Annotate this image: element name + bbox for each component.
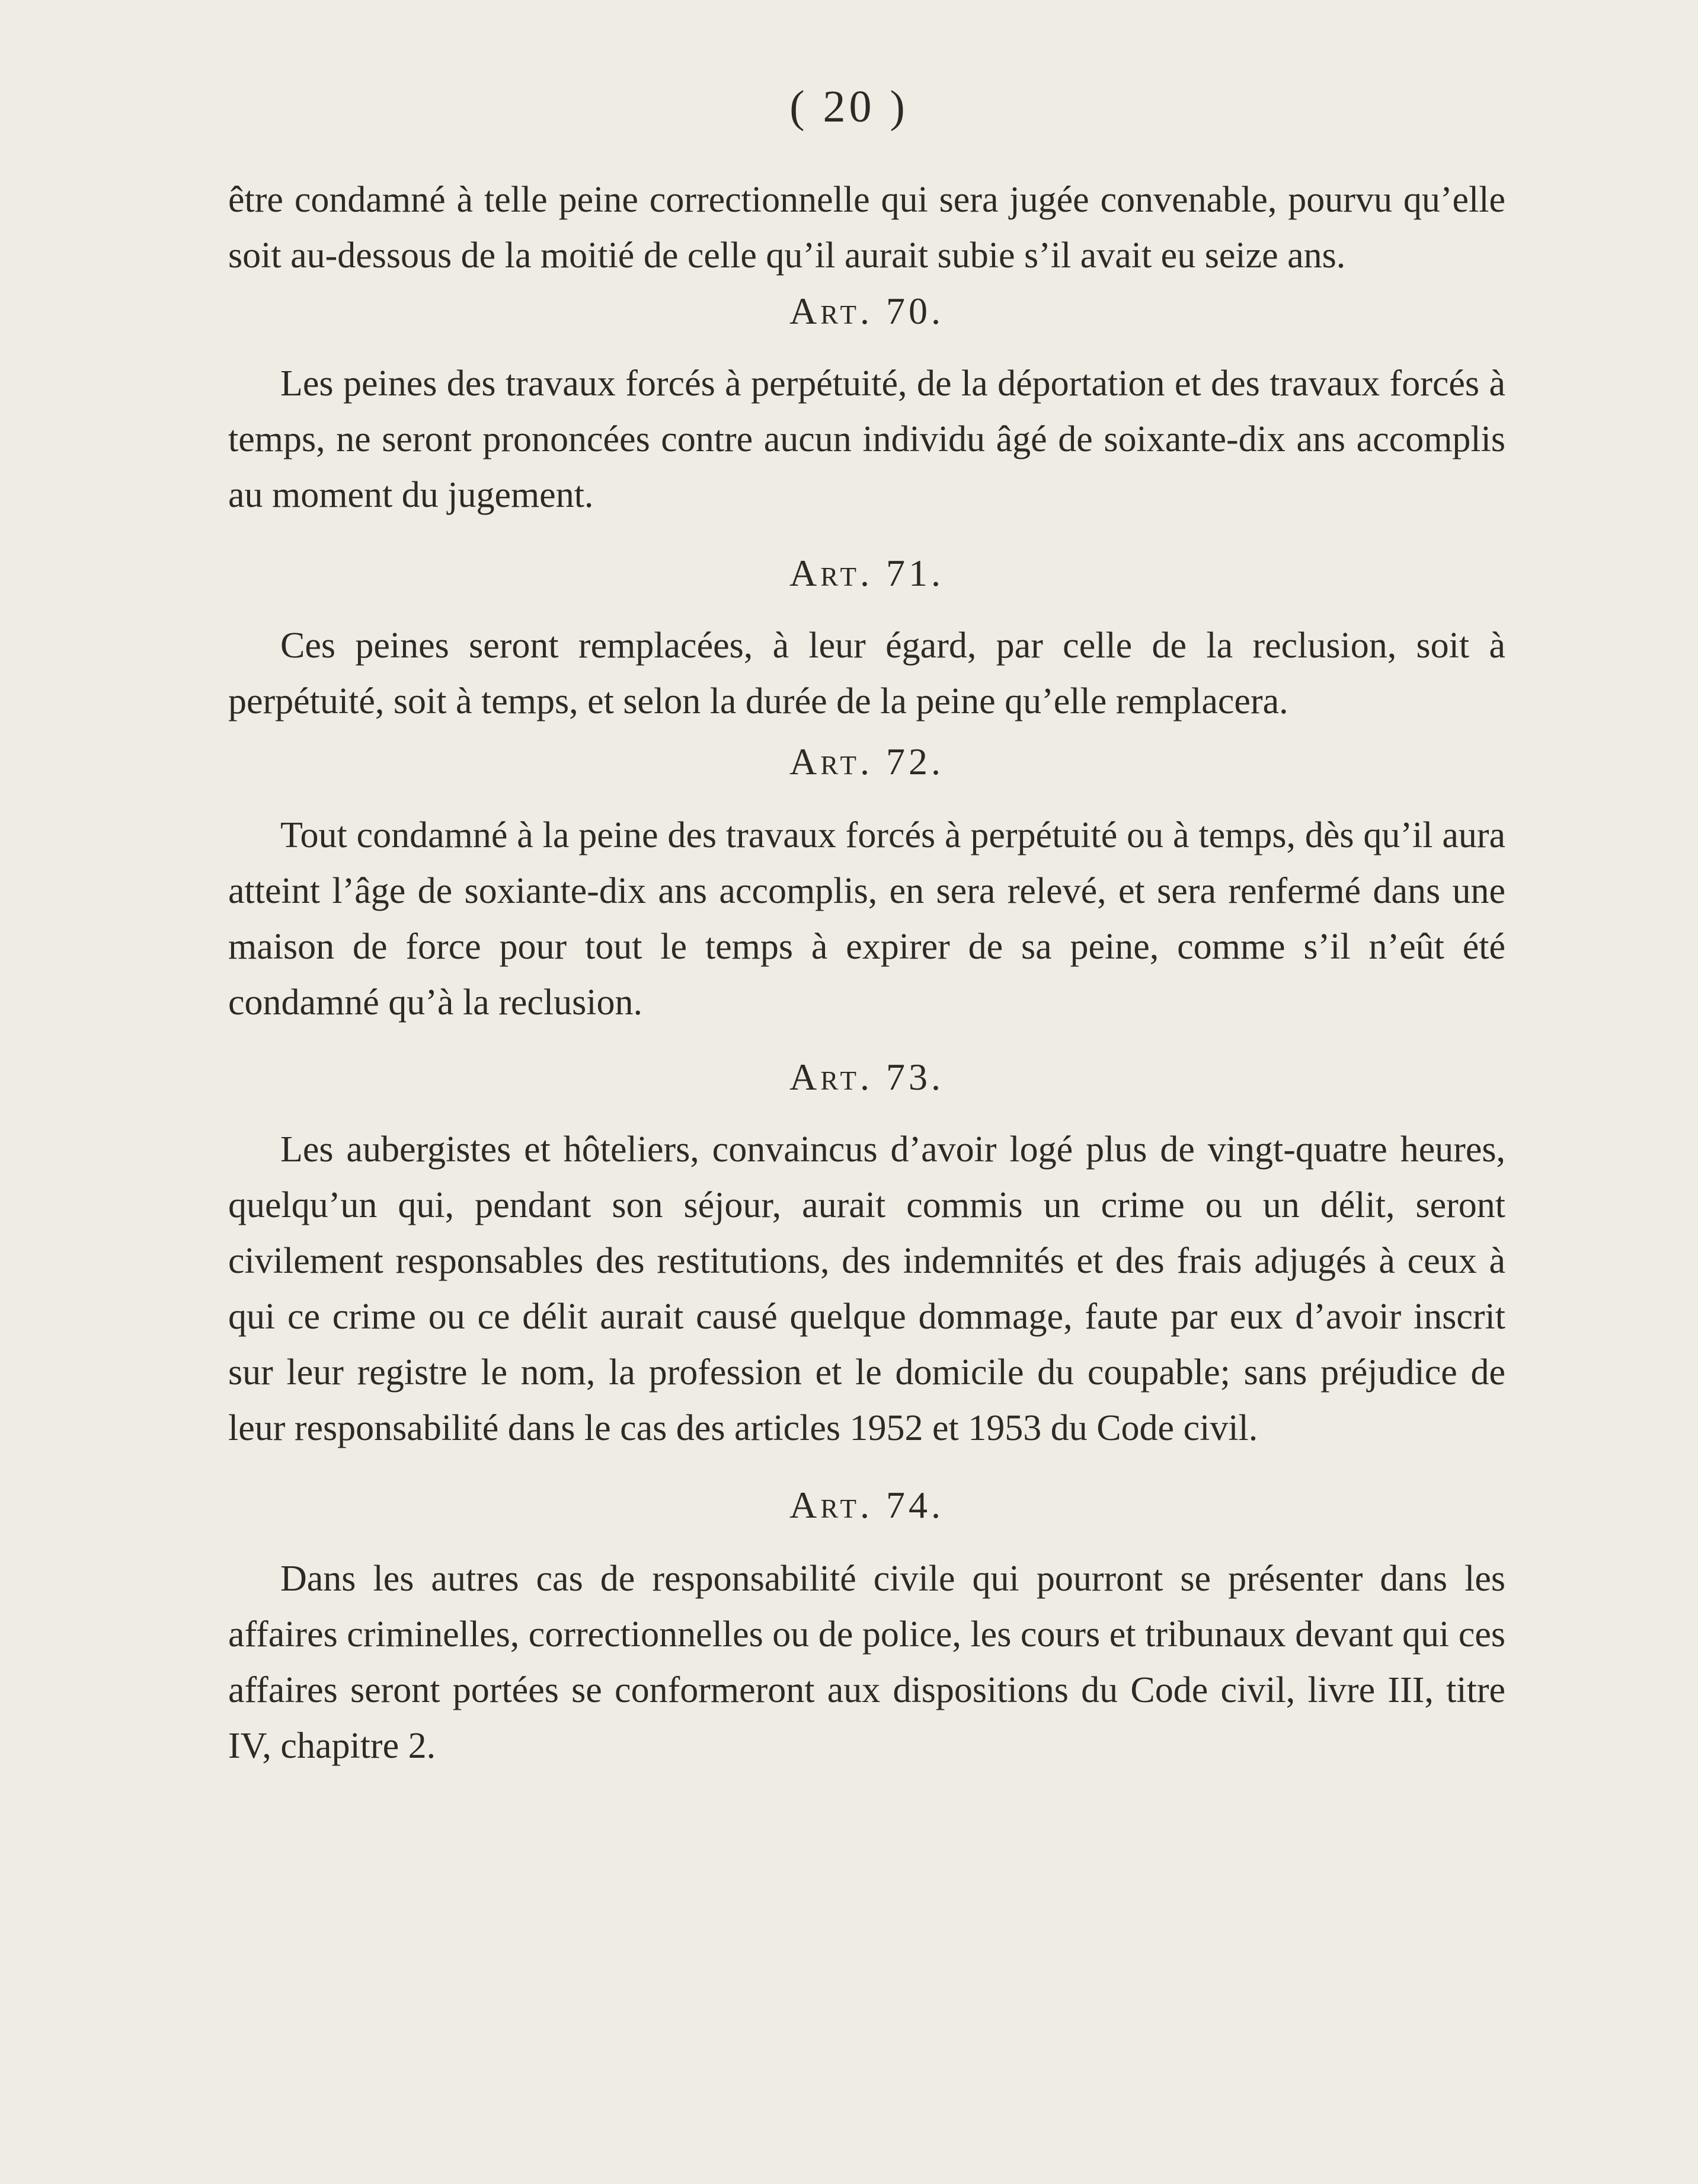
- article-73-text: Les aubergistes et hôteliers, convaincus d’avoir logé plus de vingt-quatre heures, quelqu’un qui, pendant son séjour, aurait commis un crime ou un délit, seront civilement responsables des restitutions, des indemnités et des frais adjugés à ceux à qui ce crime ou ce délit aurait causé quelque dommage, faute par eux d’avoir inscrit sur leur registre le nom, la profession et le domicile du coupable; sans préjudice de leur responsabilité dans le cas des articles 1952 et 1953 du Code civil.: [228, 1129, 1505, 1448]
- continuation-paragraph: être condamné à telle peine correctionnelle qui sera jugée convenable, pourvu qu’elle soit au-dessous de la moitié de celle qu’il aurait subie s’il avait eu seize ans.: [228, 180, 1505, 276]
- article-70-heading: Art. 70.: [789, 290, 945, 332]
- article-70-text: Les peines des travaux forcés à perpétuité, de la déportation et des travaux forcés à temps, ne seront prononcées contre aucun individu âgé de soixante-dix ans accomplis au moment du jugement.: [228, 363, 1505, 515]
- article-73-heading: Art. 73.: [789, 1056, 945, 1098]
- article-74-heading: Art. 74.: [789, 1484, 945, 1526]
- article-72-heading: Art. 72.: [789, 740, 945, 783]
- article-71-text: Ces peines seront remplacées, à leur égard, par celle de la reclusion, soit à perpétuité, soit à temps, et selon la durée de la peine qu’elle remplacera.: [228, 625, 1505, 721]
- page-number: ( 20 ): [789, 82, 909, 132]
- article-72-text: Tout condamné à la peine des travaux forcés à perpétuité ou à temps, dès qu’il aura atteint l’âge de soxiante-dix ans accomplis, en sera relevé, et sera renfermé dans une maison de force pour tout le temps à expirer de sa peine, comme s’il n’eût été condamné qu’à la reclusion.: [228, 815, 1505, 1023]
- article-71-heading: Art. 71.: [789, 552, 945, 594]
- article-74-text: Dans les autres cas de responsabilité civile qui pourront se présenter dans les affaires criminelles, correctionnelles ou de police, les cours et tribunaux devant qui ces affaires seront portées se conformeront aux dispositions du Code civil, livre III, titre IV, chapitre 2.: [228, 1559, 1505, 1766]
- page-body: [228, 172, 1505, 1774]
